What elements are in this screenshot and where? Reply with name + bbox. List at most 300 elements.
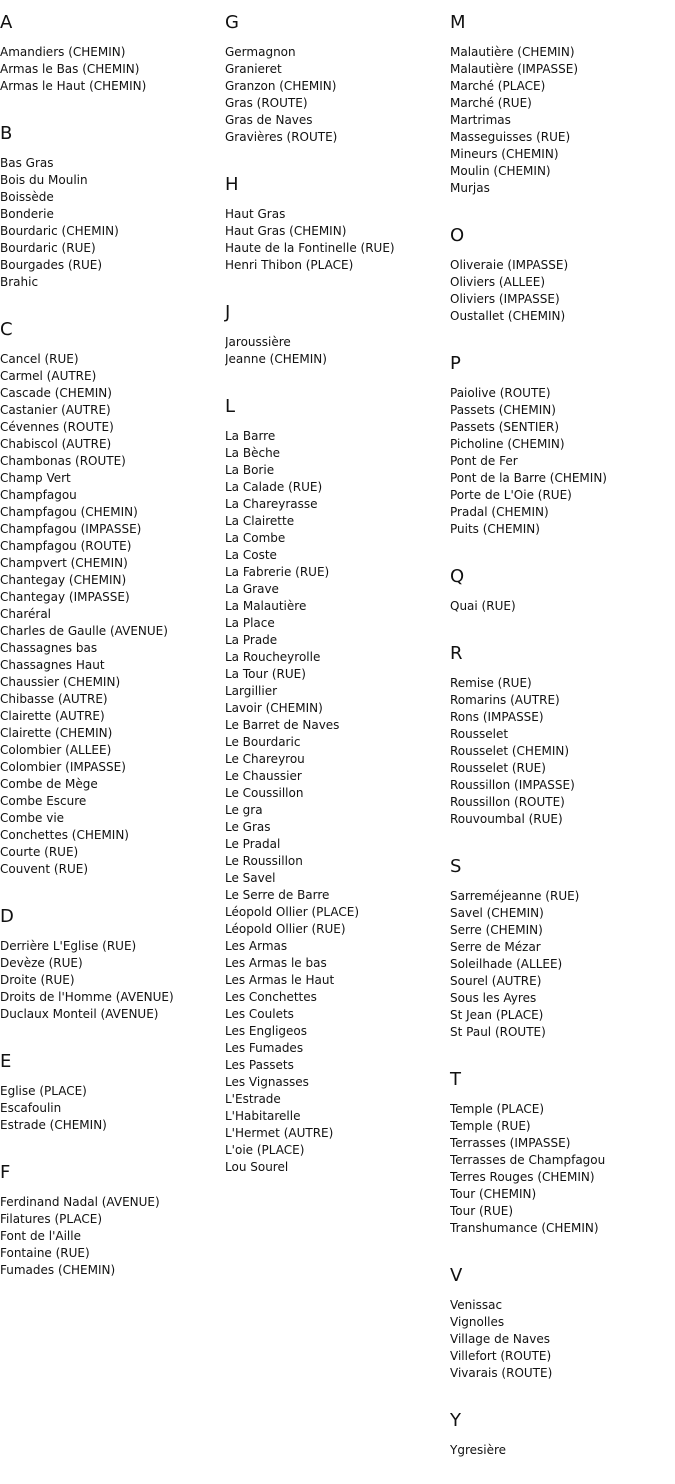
- street-link[interactable]: Lou Sourel: [225, 1160, 289, 1174]
- street-link[interactable]: Colombier (IMPASSE): [0, 760, 126, 774]
- street-list-item: [225, 223, 447, 240]
- street-list-item: [0, 955, 222, 972]
- street-list-item: [450, 794, 672, 811]
- street-link[interactable]: Droite (RUE): [0, 973, 75, 987]
- street-link[interactable]: Temple (PLACE): [450, 1102, 545, 1116]
- letter-section: [450, 1262, 672, 1382]
- street-link[interactable]: Champfagou: [0, 488, 77, 502]
- street-list-item: [450, 180, 672, 197]
- street-link[interactable]: Charéral: [0, 607, 52, 621]
- street-list-item: [0, 240, 222, 257]
- street-list-item: [225, 615, 447, 632]
- street-link[interactable]: Gravières (ROUTE): [225, 130, 338, 144]
- street-list-item: [225, 1023, 447, 1040]
- letter-heading: T: [450, 1069, 461, 1090]
- street-link[interactable]: La Coste: [225, 548, 277, 562]
- street-list-item: [225, 513, 447, 530]
- street-list-item: [225, 61, 447, 78]
- street-link[interactable]: Fumades (CHEMIN): [0, 1263, 116, 1277]
- street-link[interactable]: La Combe: [225, 531, 286, 545]
- street-link[interactable]: Bourgades (RUE): [0, 258, 103, 272]
- street-link[interactable]: Brahic: [0, 275, 39, 289]
- street-link[interactable]: Rousselet: [450, 727, 509, 741]
- street-link[interactable]: Fontaine (RUE): [0, 1246, 90, 1260]
- street-list: [0, 1083, 222, 1134]
- street-link[interactable]: Henri Thibon (PLACE): [225, 258, 354, 272]
- street-list-item: [225, 768, 447, 785]
- street-link[interactable]: Cévennes (ROUTE): [0, 420, 114, 434]
- street-list-item: [225, 632, 447, 649]
- street-link[interactable]: Le Chaussier: [225, 769, 302, 783]
- street-link[interactable]: La Clairette: [225, 514, 295, 528]
- street-link[interactable]: Chibasse (AUTRE): [0, 692, 108, 706]
- street-link[interactable]: Sarreméjeanne (RUE): [450, 889, 580, 903]
- street-link[interactable]: Jaroussière: [225, 335, 291, 349]
- street-link[interactable]: Transhumance (CHEMIN): [450, 1221, 599, 1235]
- street-link[interactable]: Couvent (RUE): [0, 862, 89, 876]
- street-link[interactable]: La Malautière: [225, 599, 307, 613]
- street-list-item: [225, 904, 447, 921]
- street-link[interactable]: Passets (SENTIER): [450, 420, 560, 434]
- street-link[interactable]: Champ Vert: [0, 471, 71, 485]
- street-link[interactable]: Pont de la Barre (CHEMIN): [450, 471, 607, 485]
- street-list-item: [0, 623, 222, 640]
- street-link[interactable]: Rousselet (RUE): [450, 761, 546, 775]
- street-list-item: [225, 819, 447, 836]
- street-list-item: [0, 589, 222, 606]
- street-link[interactable]: Venissac: [450, 1298, 503, 1312]
- street-link[interactable]: Le Roussillon: [225, 854, 303, 868]
- letter-heading: B: [0, 123, 13, 144]
- street-link[interactable]: Léopold Ollier (RUE): [225, 922, 346, 936]
- street-list-item: [0, 155, 222, 172]
- street-list-item: [0, 972, 222, 989]
- street-link[interactable]: Le Savel: [225, 871, 276, 885]
- street-link[interactable]: Martrimas: [450, 113, 511, 127]
- street-list: [0, 1194, 222, 1279]
- street-link[interactable]: La Borie: [225, 463, 275, 477]
- street-link[interactable]: Village de Naves: [450, 1332, 550, 1346]
- street-link[interactable]: Pradal (CHEMIN): [450, 505, 549, 519]
- letter-section: [450, 1066, 672, 1237]
- street-link[interactable]: Bourdaric (CHEMIN): [0, 224, 119, 238]
- street-link[interactable]: Castanier (AUTRE): [0, 403, 111, 417]
- street-list-item: [450, 1118, 672, 1135]
- street-list-item: [225, 717, 447, 734]
- street-list-item: [225, 802, 447, 819]
- street-list-item: [0, 521, 222, 538]
- street-link[interactable]: Oliveraie (IMPASSE): [450, 258, 569, 272]
- street-list-item: [225, 581, 447, 598]
- street-list-item: [225, 445, 447, 462]
- street-list-item: [225, 479, 447, 496]
- street-list-item: [0, 504, 222, 521]
- street-list-item: [0, 44, 222, 61]
- street-list-item: [450, 973, 672, 990]
- street-list-item: [0, 1006, 222, 1023]
- street-link[interactable]: La Prade: [225, 633, 278, 647]
- street-list-item: [225, 496, 447, 513]
- street-link[interactable]: Le Coussillon: [225, 786, 304, 800]
- street-link[interactable]: Les Fumades: [225, 1041, 304, 1055]
- street-list-item: [225, 955, 447, 972]
- street-link[interactable]: La Chareyrasse: [225, 497, 318, 511]
- letter-heading: S: [450, 856, 462, 877]
- street-link[interactable]: Champfagou (ROUTE): [0, 539, 132, 553]
- street-list-item: [225, 666, 447, 683]
- street-link[interactable]: Bois du Moulin: [0, 173, 88, 187]
- street-list-item: [0, 1228, 222, 1245]
- street-link[interactable]: Terrasses de Champfagou: [450, 1153, 606, 1167]
- street-link[interactable]: La Bèche: [225, 446, 281, 460]
- street-list-item: [0, 351, 222, 368]
- street-list-item: [225, 938, 447, 955]
- letter-section: [450, 222, 672, 325]
- street-link[interactable]: Combe de Mège: [0, 777, 98, 791]
- street-list: [450, 675, 672, 828]
- street-link[interactable]: Armas le Haut (CHEMIN): [0, 79, 147, 93]
- street-list-item: [450, 726, 672, 743]
- street-link[interactable]: Marché (PLACE): [450, 79, 546, 93]
- street-list-item: [450, 1314, 672, 1331]
- street-link[interactable]: Les Coulets: [225, 1007, 294, 1021]
- street-link[interactable]: Courte (RUE): [0, 845, 79, 859]
- street-link[interactable]: Le Serre de Barre: [225, 888, 330, 902]
- street-link[interactable]: Devèze (RUE): [0, 956, 83, 970]
- street-list-item: [225, 1091, 447, 1108]
- street-link[interactable]: Carmel (AUTRE): [0, 369, 97, 383]
- street-link[interactable]: Temple (RUE): [450, 1119, 531, 1133]
- street-list: [450, 888, 672, 1041]
- street-link[interactable]: Pont de Fer: [450, 454, 518, 468]
- street-link[interactable]: Vignolles: [450, 1315, 505, 1329]
- letter-section: [450, 1407, 672, 1459]
- street-link[interactable]: Champfagou (IMPASSE): [0, 522, 142, 536]
- street-list-item: [225, 240, 447, 257]
- street-list-item: [450, 598, 672, 615]
- street-link[interactable]: L'Estrade: [225, 1092, 281, 1106]
- street-list-item: [0, 1083, 222, 1100]
- street-link[interactable]: Germagnon: [225, 45, 296, 59]
- street-link[interactable]: Mineurs (CHEMIN): [450, 147, 559, 161]
- street-link[interactable]: Haut Gras: [225, 207, 286, 221]
- street-link[interactable]: Haut Gras (CHEMIN): [225, 224, 347, 238]
- street-link[interactable]: Font de l'Aille: [0, 1229, 81, 1243]
- street-list-item: [225, 734, 447, 751]
- letter-heading: C: [0, 319, 13, 340]
- street-list-item: [450, 521, 672, 538]
- street-link[interactable]: Le gra: [225, 803, 263, 817]
- street-link[interactable]: Les Armas le bas: [225, 956, 327, 970]
- letter-heading: G: [225, 12, 239, 33]
- street-list-item: [225, 334, 447, 351]
- street-list-item: [0, 742, 222, 759]
- street-link[interactable]: Le Bourdaric: [225, 735, 301, 749]
- street-link[interactable]: La Barre: [225, 429, 276, 443]
- street-link[interactable]: Rons (IMPASSE): [450, 710, 544, 724]
- street-list-item: [0, 402, 222, 419]
- street-list-item: [0, 436, 222, 453]
- street-list-item: [225, 751, 447, 768]
- street-link[interactable]: Soleilhade (ALLEE): [450, 957, 563, 971]
- street-list-item: [450, 1169, 672, 1186]
- street-link[interactable]: Oliviers (ALLEE): [450, 275, 546, 289]
- street-link[interactable]: Moulin (CHEMIN): [450, 164, 551, 178]
- street-list-item: [225, 112, 447, 129]
- street-link[interactable]: Gras (ROUTE): [225, 96, 308, 110]
- letter-heading: P: [450, 353, 461, 374]
- street-link[interactable]: Les Armas: [225, 939, 288, 953]
- street-list-item: [225, 95, 447, 112]
- street-link[interactable]: Rousselet (CHEMIN): [450, 744, 570, 758]
- street-link[interactable]: Conchettes (CHEMIN): [0, 828, 129, 842]
- street-list: [0, 938, 222, 1023]
- street-link[interactable]: Léopold Ollier (PLACE): [225, 905, 360, 919]
- street-list-item: [225, 598, 447, 615]
- letter-heading: R: [450, 643, 463, 664]
- street-link[interactable]: Chassagnes bas: [0, 641, 98, 655]
- street-list-item: [0, 257, 222, 274]
- street-list-item: [0, 674, 222, 691]
- street-link[interactable]: La Roucheyrolle: [225, 650, 321, 664]
- street-link[interactable]: Armas le Bas (CHEMIN): [0, 62, 140, 76]
- street-link[interactable]: Paiolive (ROUTE): [450, 386, 551, 400]
- street-link[interactable]: Rouvoumbal (RUE): [450, 812, 563, 826]
- street-list-item: [450, 1220, 672, 1237]
- street-link[interactable]: Eglise (PLACE): [0, 1084, 87, 1098]
- street-link[interactable]: Chabiscol (AUTRE): [0, 437, 112, 451]
- street-link[interactable]: Picholine (CHEMIN): [450, 437, 565, 451]
- street-link[interactable]: Granzon (CHEMIN): [225, 79, 337, 93]
- street-link[interactable]: Escafoulin: [0, 1101, 62, 1115]
- street-list-item: [225, 870, 447, 887]
- street-link[interactable]: Le Barret de Naves: [225, 718, 340, 732]
- street-link[interactable]: Oustallet (CHEMIN): [450, 309, 566, 323]
- street-list-item: [450, 95, 672, 112]
- street-link[interactable]: Vivarais (ROUTE): [450, 1366, 553, 1380]
- street-link[interactable]: Roussillon (ROUTE): [450, 795, 565, 809]
- street-link[interactable]: Chambonas (ROUTE): [0, 454, 126, 468]
- street-link[interactable]: La Fabrerie (RUE): [225, 565, 330, 579]
- street-list-item: [450, 990, 672, 1007]
- street-list-item: [0, 793, 222, 810]
- street-link[interactable]: Ygresière: [450, 1443, 507, 1457]
- street-index-column-1: [0, 9, 222, 1304]
- street-link[interactable]: Terrasses (IMPASSE): [450, 1136, 571, 1150]
- street-list-item: [0, 606, 222, 623]
- street-link[interactable]: Les Engligeos: [225, 1024, 307, 1038]
- street-link[interactable]: Granieret: [225, 62, 282, 76]
- street-list-item: [0, 223, 222, 240]
- street-link[interactable]: Charles de Gaulle (AVENUE): [0, 624, 168, 638]
- street-link[interactable]: L'Hermet (AUTRE): [225, 1126, 334, 1140]
- street-link[interactable]: Bonderie: [0, 207, 54, 221]
- letter-section: [0, 1048, 222, 1134]
- street-link[interactable]: Masseguisses (RUE): [450, 130, 571, 144]
- street-list-item: [0, 708, 222, 725]
- street-link[interactable]: La Tour (RUE): [225, 667, 306, 681]
- letter-section: [0, 903, 222, 1023]
- letter-section: [0, 316, 222, 878]
- street-list-item: [0, 274, 222, 291]
- street-link[interactable]: Gras de Naves: [225, 113, 313, 127]
- street-link[interactable]: St Paul (ROUTE): [450, 1025, 546, 1039]
- street-list-item: [225, 129, 447, 146]
- street-link[interactable]: Lavoir (CHEMIN): [225, 701, 323, 715]
- letter-heading: Q: [450, 566, 465, 587]
- street-list-item: [0, 538, 222, 555]
- street-list-item: [450, 436, 672, 453]
- street-list-item: [450, 692, 672, 709]
- street-link[interactable]: La Place: [225, 616, 275, 630]
- street-link[interactable]: Les Passets: [225, 1058, 294, 1072]
- street-list-item: [450, 709, 672, 726]
- street-list-item: [450, 504, 672, 521]
- street-link[interactable]: Les Armas le Haut: [225, 973, 335, 987]
- street-list-item: [450, 402, 672, 419]
- street-list-item: [450, 1297, 672, 1314]
- street-list-item: [0, 419, 222, 436]
- street-link[interactable]: Porte de L'Oie (RUE): [450, 488, 572, 502]
- street-link[interactable]: Le Gras: [225, 820, 271, 834]
- street-link[interactable]: Champvert (CHEMIN): [0, 556, 128, 570]
- street-list-item: [225, 1142, 447, 1159]
- street-link[interactable]: Ferdinand Nadal (AVENUE): [0, 1195, 160, 1209]
- letter-section: [0, 9, 222, 95]
- letter-section: [450, 9, 672, 197]
- street-list-item: [450, 1331, 672, 1348]
- street-link[interactable]: Serre de Mézar: [450, 940, 541, 954]
- street-list-item: [0, 989, 222, 1006]
- street-list-item: [450, 291, 672, 308]
- street-link[interactable]: Savel (CHEMIN): [450, 906, 544, 920]
- street-list-item: [450, 888, 672, 905]
- letter-section: [225, 299, 447, 368]
- street-link[interactable]: Roussillon (IMPASSE): [450, 778, 575, 792]
- street-list-item: [450, 1101, 672, 1118]
- street-link[interactable]: St Jean (PLACE): [450, 1008, 544, 1022]
- street-link[interactable]: Chaussier (CHEMIN): [0, 675, 121, 689]
- street-list-item: [450, 956, 672, 973]
- street-link[interactable]: Oliviers (IMPASSE): [450, 292, 560, 306]
- street-link[interactable]: Bas Gras: [0, 156, 54, 170]
- letter-section: [225, 171, 447, 274]
- letter-heading: J: [225, 302, 231, 323]
- street-link[interactable]: Haute de la Fontinelle (RUE): [225, 241, 395, 255]
- street-list-item: [225, 44, 447, 61]
- street-link[interactable]: Le Pradal: [225, 837, 281, 851]
- street-list-item: [0, 78, 222, 95]
- street-link[interactable]: Tour (CHEMIN): [450, 1187, 537, 1201]
- street-list-item: [225, 351, 447, 368]
- letter-section: [450, 853, 672, 1041]
- street-link[interactable]: Chantegay (IMPASSE): [0, 590, 130, 604]
- street-link[interactable]: Boissède: [0, 190, 54, 204]
- street-list-item: [0, 189, 222, 206]
- street-link[interactable]: Derrière L'Eglise (RUE): [0, 939, 137, 953]
- street-list-item: [450, 1007, 672, 1024]
- street-link[interactable]: Le Chareyrou: [225, 752, 305, 766]
- street-link[interactable]: Cancel (RUE): [0, 352, 79, 366]
- street-link[interactable]: Terres Rouges (CHEMIN): [450, 1170, 595, 1184]
- street-link[interactable]: Largillier: [225, 684, 278, 698]
- street-list-item: [450, 385, 672, 402]
- street-link[interactable]: Cascade (CHEMIN): [0, 386, 112, 400]
- street-list-item: [0, 759, 222, 776]
- letter-section: [0, 1159, 222, 1279]
- street-link[interactable]: Droits de l'Homme (AVENUE): [0, 990, 174, 1004]
- street-list-item: [0, 725, 222, 742]
- street-list-item: [450, 1135, 672, 1152]
- street-link[interactable]: Murjas: [450, 181, 490, 195]
- street-list-item: [0, 572, 222, 589]
- street-list-item: [0, 861, 222, 878]
- street-link[interactable]: Les Conchettes: [225, 990, 317, 1004]
- street-link[interactable]: La Grave: [225, 582, 279, 596]
- street-link[interactable]: Clairette (AUTRE): [0, 709, 105, 723]
- street-list: [225, 334, 447, 368]
- street-link[interactable]: Colombier (ALLEE): [0, 743, 112, 757]
- street-list-item: [0, 1194, 222, 1211]
- letter-heading: H: [225, 174, 239, 195]
- street-link[interactable]: Amandiers (CHEMIN): [0, 45, 126, 59]
- street-list-item: [225, 836, 447, 853]
- street-link[interactable]: Clairette (CHEMIN): [0, 726, 113, 740]
- street-link[interactable]: Tour (RUE): [450, 1204, 514, 1218]
- street-link[interactable]: Passets (CHEMIN): [450, 403, 556, 417]
- street-link[interactable]: Puits (CHEMIN): [450, 522, 540, 536]
- street-link[interactable]: Marché (RUE): [450, 96, 532, 110]
- street-list-item: [225, 683, 447, 700]
- street-list: [450, 1101, 672, 1237]
- letter-section: [0, 120, 222, 291]
- street-link[interactable]: Remise (RUE): [450, 676, 532, 690]
- street-link[interactable]: Malautière (IMPASSE): [450, 62, 579, 76]
- street-list: [0, 351, 222, 878]
- street-link[interactable]: L'oie (PLACE): [225, 1143, 305, 1157]
- street-link[interactable]: Sourel (AUTRE): [450, 974, 542, 988]
- street-link[interactable]: Villefort (ROUTE): [450, 1349, 552, 1363]
- street-list-item: [450, 777, 672, 794]
- street-link[interactable]: Estrade (CHEMIN): [0, 1118, 107, 1132]
- street-link[interactable]: Champfagou (CHEMIN): [0, 505, 138, 519]
- street-list-item: [225, 1108, 447, 1125]
- street-link[interactable]: L'Habitarelle: [225, 1109, 301, 1123]
- street-link[interactable]: Les Vignasses: [225, 1075, 309, 1089]
- street-link[interactable]: Quai (RUE): [450, 599, 516, 613]
- street-link[interactable]: Combe vie: [0, 811, 65, 825]
- street-link[interactable]: Malautière (CHEMIN): [450, 45, 575, 59]
- street-link[interactable]: Romarins (AUTRE): [450, 693, 560, 707]
- street-list-item: [450, 61, 672, 78]
- street-link[interactable]: La Calade (RUE): [225, 480, 323, 494]
- letter-heading: O: [450, 225, 465, 246]
- street-list-item: [0, 555, 222, 572]
- street-link[interactable]: Bourdaric (RUE): [0, 241, 96, 255]
- street-list-item: [0, 691, 222, 708]
- street-link[interactable]: Chantegay (CHEMIN): [0, 573, 127, 587]
- street-link[interactable]: Serre (CHEMIN): [450, 923, 543, 937]
- street-link[interactable]: Filatures (PLACE): [0, 1212, 102, 1226]
- street-list-item: [450, 44, 672, 61]
- street-link[interactable]: Chassagnes Haut: [0, 658, 105, 672]
- street-link[interactable]: Duclaux Monteil (AVENUE): [0, 1007, 159, 1021]
- street-list-item: [450, 1442, 672, 1459]
- street-link[interactable]: Jeanne (CHEMIN): [225, 352, 327, 366]
- street-link[interactable]: Sous les Ayres: [450, 991, 537, 1005]
- street-list-item: [450, 112, 672, 129]
- street-link[interactable]: Combe Escure: [0, 794, 87, 808]
